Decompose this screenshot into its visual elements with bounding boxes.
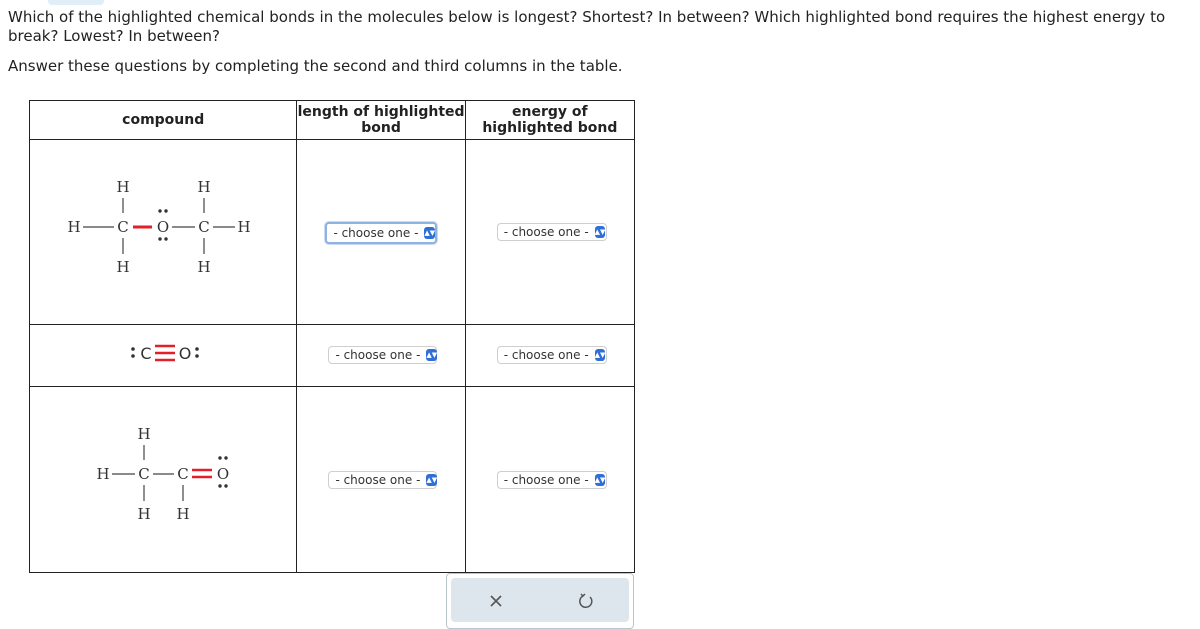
length-select[interactable] xyxy=(328,346,437,364)
atom-h: H xyxy=(137,505,151,523)
select-arrows-icon: ▲▼ xyxy=(426,351,438,359)
clear-button[interactable] xyxy=(485,590,507,612)
highlighted-bond xyxy=(155,346,175,360)
undo-button[interactable] xyxy=(575,590,597,612)
atom-o: O xyxy=(178,344,192,363)
atom-h: H xyxy=(116,178,130,196)
answer-toolbar xyxy=(446,573,634,629)
energy-select[interactable] xyxy=(497,471,607,489)
undo-icon xyxy=(578,593,594,609)
table-row xyxy=(30,387,635,573)
molecule-structure xyxy=(30,387,297,572)
length-cell xyxy=(297,387,465,573)
energy-select[interactable] xyxy=(497,223,607,241)
answer-table xyxy=(29,100,635,573)
length-select[interactable] xyxy=(328,471,437,489)
instruction-text: Answer these questions by completing the second and third columns in the table. xyxy=(8,57,623,75)
toolbar-panel xyxy=(451,578,629,622)
compound-carbon-monoxide xyxy=(30,325,297,387)
atom-h: H xyxy=(67,218,81,236)
header-energy: energy of highlighted bond xyxy=(465,101,634,140)
table-row xyxy=(30,140,635,325)
atom-o: O xyxy=(216,465,230,483)
top-tab-indicator xyxy=(48,0,104,5)
atom-h: H xyxy=(197,258,211,276)
energy-cell xyxy=(465,325,634,387)
compound-dimethyl-ether xyxy=(30,140,297,325)
header-compound: compound xyxy=(30,101,297,140)
energy-cell xyxy=(465,140,634,325)
atom-h: H xyxy=(96,465,110,483)
length-select[interactable] xyxy=(325,222,437,244)
select-value: - choose one - xyxy=(503,348,589,362)
atom-h: H xyxy=(116,258,130,276)
select-arrows-icon: ▲▼ xyxy=(594,351,606,359)
atom-c: C xyxy=(117,218,129,236)
atom-c: C xyxy=(140,344,152,363)
atom-h: H xyxy=(137,425,151,443)
select-value: - choose one - xyxy=(335,348,421,362)
select-value: - choose one - xyxy=(335,473,421,487)
select-arrows-icon: ▲▼ xyxy=(424,229,436,237)
molecule-structure xyxy=(30,325,297,386)
atom-c: C xyxy=(138,465,150,483)
close-icon xyxy=(489,594,503,608)
atom-h: H xyxy=(197,178,211,196)
table-row xyxy=(30,325,635,387)
compound-acetaldehyde xyxy=(30,387,297,573)
energy-select[interactable] xyxy=(497,346,607,364)
length-cell xyxy=(297,325,465,387)
select-value: - choose one - xyxy=(503,473,589,487)
select-value: - choose one - xyxy=(503,225,589,239)
question-text: Which of the highlighted chemical bonds in the molecules below is longest? Shortest? In between? Which highlighted bond requires the highest energy to break? Lowest? In between? xyxy=(8,8,1166,45)
atom-h: H xyxy=(176,505,190,523)
energy-cell xyxy=(465,387,634,573)
select-arrows-icon: ▲▼ xyxy=(594,476,606,484)
select-value: - choose one - xyxy=(333,226,419,240)
molecule-structure xyxy=(30,140,297,324)
atom-h: H xyxy=(237,218,251,236)
atom-o: O xyxy=(156,218,170,236)
header-length: length of highlighted bond xyxy=(297,101,465,140)
select-arrows-icon: ▲▼ xyxy=(426,476,438,484)
atom-c: C xyxy=(198,218,210,236)
highlighted-bond xyxy=(192,470,212,477)
table-header-row xyxy=(30,101,635,140)
length-cell xyxy=(297,140,465,325)
atom-c: C xyxy=(177,465,189,483)
select-arrows-icon: ▲▼ xyxy=(594,228,606,236)
